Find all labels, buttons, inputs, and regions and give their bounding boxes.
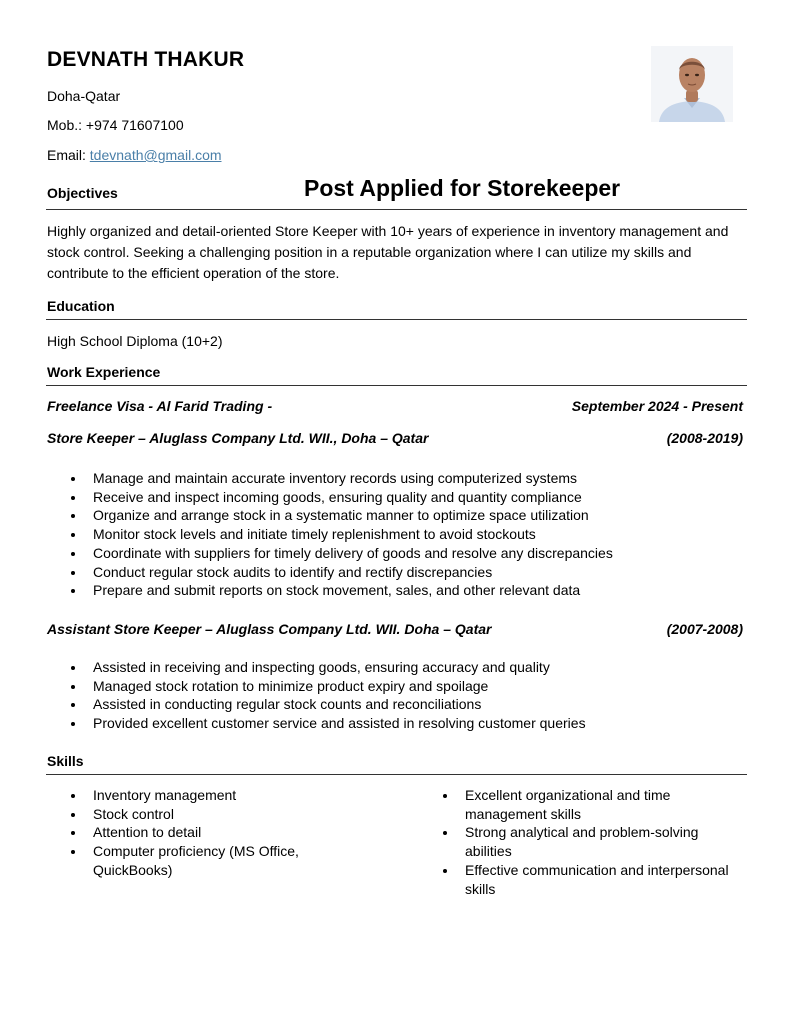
skills-list-left (93, 786, 338, 880)
work-experience-divider (46, 385, 747, 386)
job-duties-list (93, 658, 586, 733)
objectives-heading: Objectives (47, 185, 118, 201)
list-item: Organize and arrange stock in a systematic manner to optimize space utilization (93, 506, 613, 525)
job-duties-list (93, 469, 613, 600)
email-line (47, 147, 222, 163)
job-title: Freelance Visa - Al Farid Trading - (47, 398, 273, 414)
post-applied-title: Post Applied for Storekeeper (304, 175, 621, 201)
job-title: Store Keeper – Aluglass Company Ltd. WII., Doha – Qatar (47, 430, 429, 446)
list-item: Attention to detail (93, 823, 338, 842)
list-item: Conduct regular stock audits to identify and rectify discrepancies (93, 563, 613, 582)
email-label: Email: (47, 147, 90, 163)
list-item: Monitor stock levels and initiate timely replenishment to avoid stockouts (93, 525, 613, 544)
skills-list-right (465, 786, 730, 898)
profile-photo (651, 46, 733, 122)
education-text: High School Diploma (10+2) (47, 333, 223, 349)
list-item: Effective communication and interpersonal skills (465, 861, 729, 897)
list-item: Stock control (93, 805, 338, 824)
job-title: Assistant Store Keeper – Aluglass Company Ltd. WII. Doha – Qatar (47, 621, 492, 637)
location-text: Doha-Qatar (47, 88, 121, 104)
list-item: Assisted in conducting regular stock counts and reconciliations (93, 695, 586, 714)
job-dates: (2007-2008) (666, 621, 743, 637)
list-item: Managed stock rotation to minimize product expiry and spoilage (93, 677, 586, 696)
job-dates: (2008-2019) (666, 430, 743, 446)
list-item: Computer proficiency (MS Office, QuickBooks) (93, 842, 338, 879)
skills-heading: Skills (47, 753, 84, 769)
education-divider (46, 319, 747, 320)
list-item: Prepare and submit reports on stock movement, sales, and other relevant data (93, 581, 613, 600)
list-item: Inventory management (93, 786, 338, 805)
list-item: Receive and inspect incoming goods, ensuring quality and quantity compliance (93, 488, 613, 507)
education-heading: Education (47, 298, 115, 314)
work-experience-heading: Work Experience (47, 364, 161, 380)
skills-divider (46, 774, 747, 775)
list-item: Excellent organizational and time management skills (465, 786, 730, 823)
job-dates: September 2024 - Present (571, 398, 743, 414)
candidate-name: DEVNATH THAKUR (47, 48, 245, 71)
list-item: Manage and maintain accurate inventory records using computerized systems (93, 469, 613, 488)
mobile-text: Mob.: +974 71607100 (47, 117, 184, 133)
list-item: Strong analytical and problem-solving abilities (465, 823, 730, 860)
list-item: Provided excellent customer service and assisted in resolving customer queries (93, 715, 586, 732)
objectives-divider (46, 209, 747, 210)
objectives-text: Highly organized and detail-oriented Store Keeper with 10+ years of experience in inventory management and stock control. Seeking a challenging position in a reputable organization where I can utilize my skills and contribute to the efficient operation of the store. (47, 223, 729, 281)
email-link[interactable]: tdevnath@gmail.com (89, 147, 222, 163)
list-item: Assisted in receiving and inspecting goods, ensuring accuracy and quality (93, 658, 586, 677)
list-item: Coordinate with suppliers for timely delivery of goods and resolve any discrepancies (93, 544, 613, 561)
